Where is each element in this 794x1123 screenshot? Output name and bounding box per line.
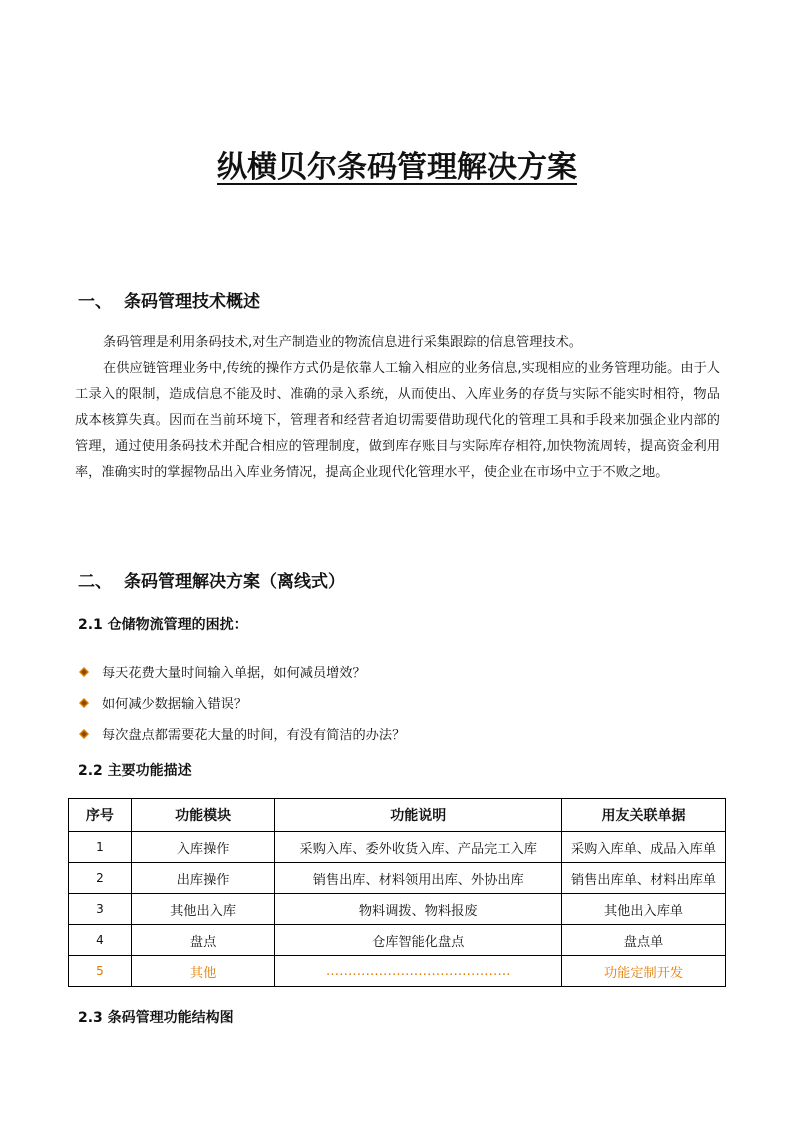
- table-cell: 采购入库单、成品入库单: [562, 832, 726, 863]
- list-item: [78, 656, 405, 687]
- table-cell: 5: [69, 956, 132, 987]
- section-1-number: 一、: [78, 292, 112, 312]
- table-row: [69, 894, 726, 925]
- table-cell: ……………………………………: [275, 956, 562, 987]
- table-row-highlighted: [69, 956, 726, 987]
- orange-diamond-bullet-icon: [78, 728, 90, 740]
- table-cell: 销售出库、材料领用出库、外协出库: [275, 863, 562, 894]
- table-cell: 3: [69, 894, 132, 925]
- bullet-text: 如何减少数据输入错误？: [102, 697, 248, 712]
- section-1-heading: [78, 287, 260, 312]
- section-2-title: 条码管理解决方案（离线式）: [124, 572, 345, 592]
- table-row: [69, 832, 726, 863]
- bullet-list: [78, 656, 405, 749]
- paragraph: 在供应链管理业务中,传统的操作方式仍是依靠人工输入相应的业务信息,实现相应的业务管理功能。由于人工录入的限制，造成信息不能及时、准确的录入系统，从而使出、入库业务的存货与实际不能实时相符，物品成本核算失真。因而在当前环境下，管理者和经营者迫切需要借助现代化的管理工具和手段来加强企业内部的管理，通过使用条码技术并配合相应的管理制度，做到库存账目与实际库存相符,加快物流周转，提高资金利用率，准确实时的掌握物品出入库业务情况，提高企业现代化管理水平，使企业在市场中立于不败之地。: [75, 361, 720, 480]
- table-cell: 物料调拨、物料报废: [275, 894, 562, 925]
- header-cell: 用友关联单据: [562, 799, 726, 832]
- table-cell: 其他出入库单: [562, 894, 726, 925]
- orange-diamond-bullet-icon: [78, 697, 90, 709]
- table-cell: 其他出入库: [131, 894, 275, 925]
- table-cell: 4: [69, 925, 132, 956]
- table-cell: 销售出库单、材料出库单: [562, 863, 726, 894]
- orange-diamond-bullet-icon: [78, 666, 90, 678]
- table-header-row: [69, 799, 726, 832]
- table-cell: 2: [69, 863, 132, 894]
- table-row: [69, 925, 726, 956]
- bullet-text: 每次盘点都需要花大量的时间，有没有简洁的办法？: [102, 728, 406, 743]
- table-cell: 出库操作: [131, 863, 275, 894]
- section-2-heading: [78, 567, 345, 592]
- table-cell: 1: [69, 832, 132, 863]
- function-table: [68, 798, 726, 987]
- section-1-body: [75, 330, 720, 486]
- header-cell: 功能说明: [275, 799, 562, 832]
- document-title: 纵横贝尔条码管理解决方案: [217, 150, 577, 185]
- subsection-2-2-heading: 2.2 主要功能描述: [78, 763, 192, 779]
- header-cell: 功能模块: [131, 799, 275, 832]
- bullet-text: 每天花费大量时间输入单据，如何减员增效？: [102, 666, 366, 681]
- table-cell: 仓库智能化盘点: [275, 925, 562, 956]
- table-row: [69, 863, 726, 894]
- subsection-2-1-heading: 2.1 仓储物流管理的困扰：: [78, 617, 248, 633]
- list-item: [78, 687, 405, 718]
- table-cell: 功能定制开发: [562, 956, 726, 987]
- table-cell: 采购入库、委外收货入库、产品完工入库: [275, 832, 562, 863]
- table-cell: 入库操作: [131, 832, 275, 863]
- section-2-number: 二、: [78, 572, 112, 592]
- paragraph: 条码管理是利用条码技术,对生产制造业的物流信息进行采集跟踪的信息管理技术。: [103, 335, 582, 350]
- table-cell: 其他: [131, 956, 275, 987]
- table-cell: 盘点: [131, 925, 275, 956]
- header-cell: 序号: [69, 799, 132, 832]
- subsection-2-3-heading: 2.3 条码管理功能结构图: [78, 1010, 234, 1026]
- list-item: [78, 718, 405, 749]
- table-cell: 盘点单: [562, 925, 726, 956]
- section-1-title: 条码管理技术概述: [124, 292, 260, 312]
